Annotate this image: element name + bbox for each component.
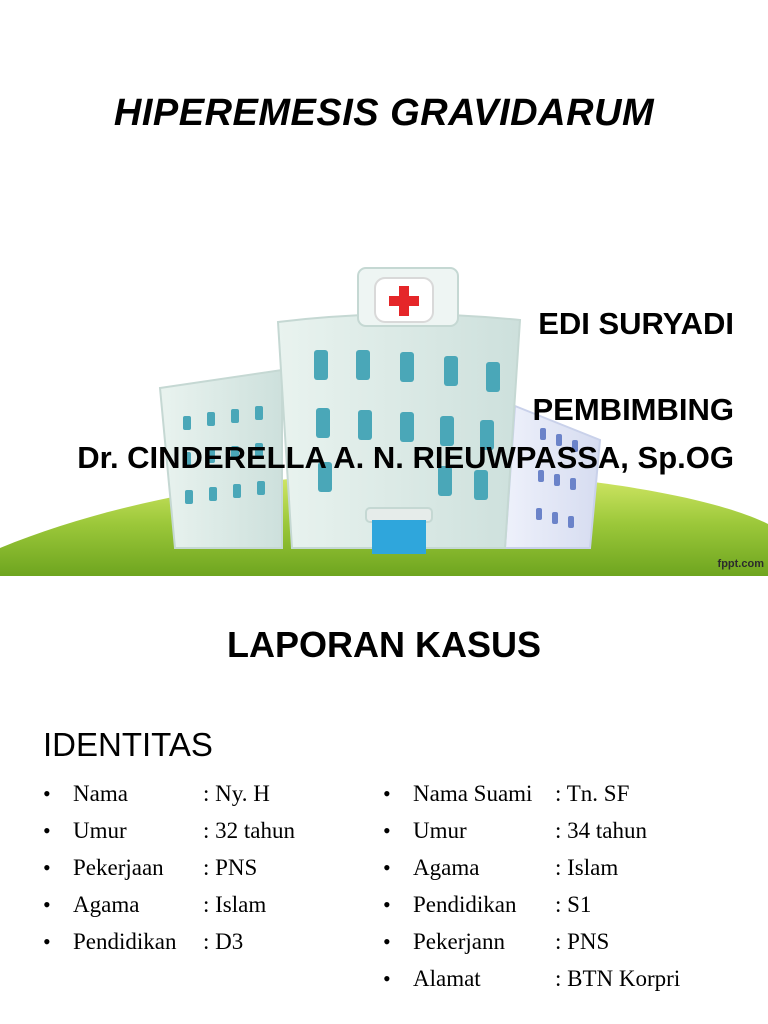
field-value: : S1 [555,892,592,917]
presentation-title: HIPEREMESIS GRAVIDARUM [113,92,655,134]
slide-title: LAPORAN KASUS [226,624,541,665]
field-value: : Tn. SF [555,781,630,806]
bullet-icon: • [383,781,391,806]
field-label: Umur [413,818,467,843]
section-heading: IDENTITAS [43,726,213,763]
field-value: : Islam [555,855,619,880]
field-label: Pendidikan [73,929,177,954]
list-item [383,775,680,812]
watermark: fppt.com [717,558,764,570]
list-item [383,960,680,997]
field-value: : Ny. H [203,781,270,806]
bullet-icon: • [43,781,51,806]
list-item [43,923,295,960]
list-item [43,886,295,923]
field-label: Alamat [413,966,481,991]
list-item [383,849,680,886]
patient-identity-list [43,775,295,960]
list-item [43,775,295,812]
field-value: : 32 tahun [203,818,295,843]
field-label: Pekerjann [413,929,505,954]
list-item [383,923,680,960]
field-value: : BTN Korpri [555,966,681,991]
bullet-icon: • [383,818,391,843]
bullet-icon: • [43,892,51,917]
bullet-icon: • [43,855,51,880]
field-value: : PNS [555,929,610,954]
bullet-icon: • [43,929,51,954]
field-value: : D3 [203,929,244,954]
bullet-icon: • [383,929,391,954]
bullet-icon: • [383,966,391,991]
advisor-name: Dr. CINDERELLA A. N. RIEUWPASSA, Sp.OG [77,440,734,475]
list-item [43,812,295,849]
author-name: EDI SURYADI [538,306,734,341]
bullet-icon: • [43,818,51,843]
field-label: Pendidikan [413,892,517,917]
bullet-icon: • [383,892,391,917]
bullet-icon: • [383,855,391,880]
list-item [383,812,680,849]
field-label: Nama [73,781,128,806]
advisor-label: PEMBIMBING [532,392,734,427]
field-value: : PNS [203,855,258,880]
field-label: Pekerjaan [73,855,164,880]
field-value: : Islam [203,892,267,917]
field-value: : 34 tahun [555,818,647,843]
field-label: Umur [73,818,127,843]
list-item [383,886,680,923]
list-item [43,849,295,886]
field-label: Agama [413,855,480,880]
field-label: Nama Suami [413,781,533,806]
field-label: Agama [73,892,140,917]
husband-identity-list [383,775,680,997]
case-report-slide [0,578,768,1024]
